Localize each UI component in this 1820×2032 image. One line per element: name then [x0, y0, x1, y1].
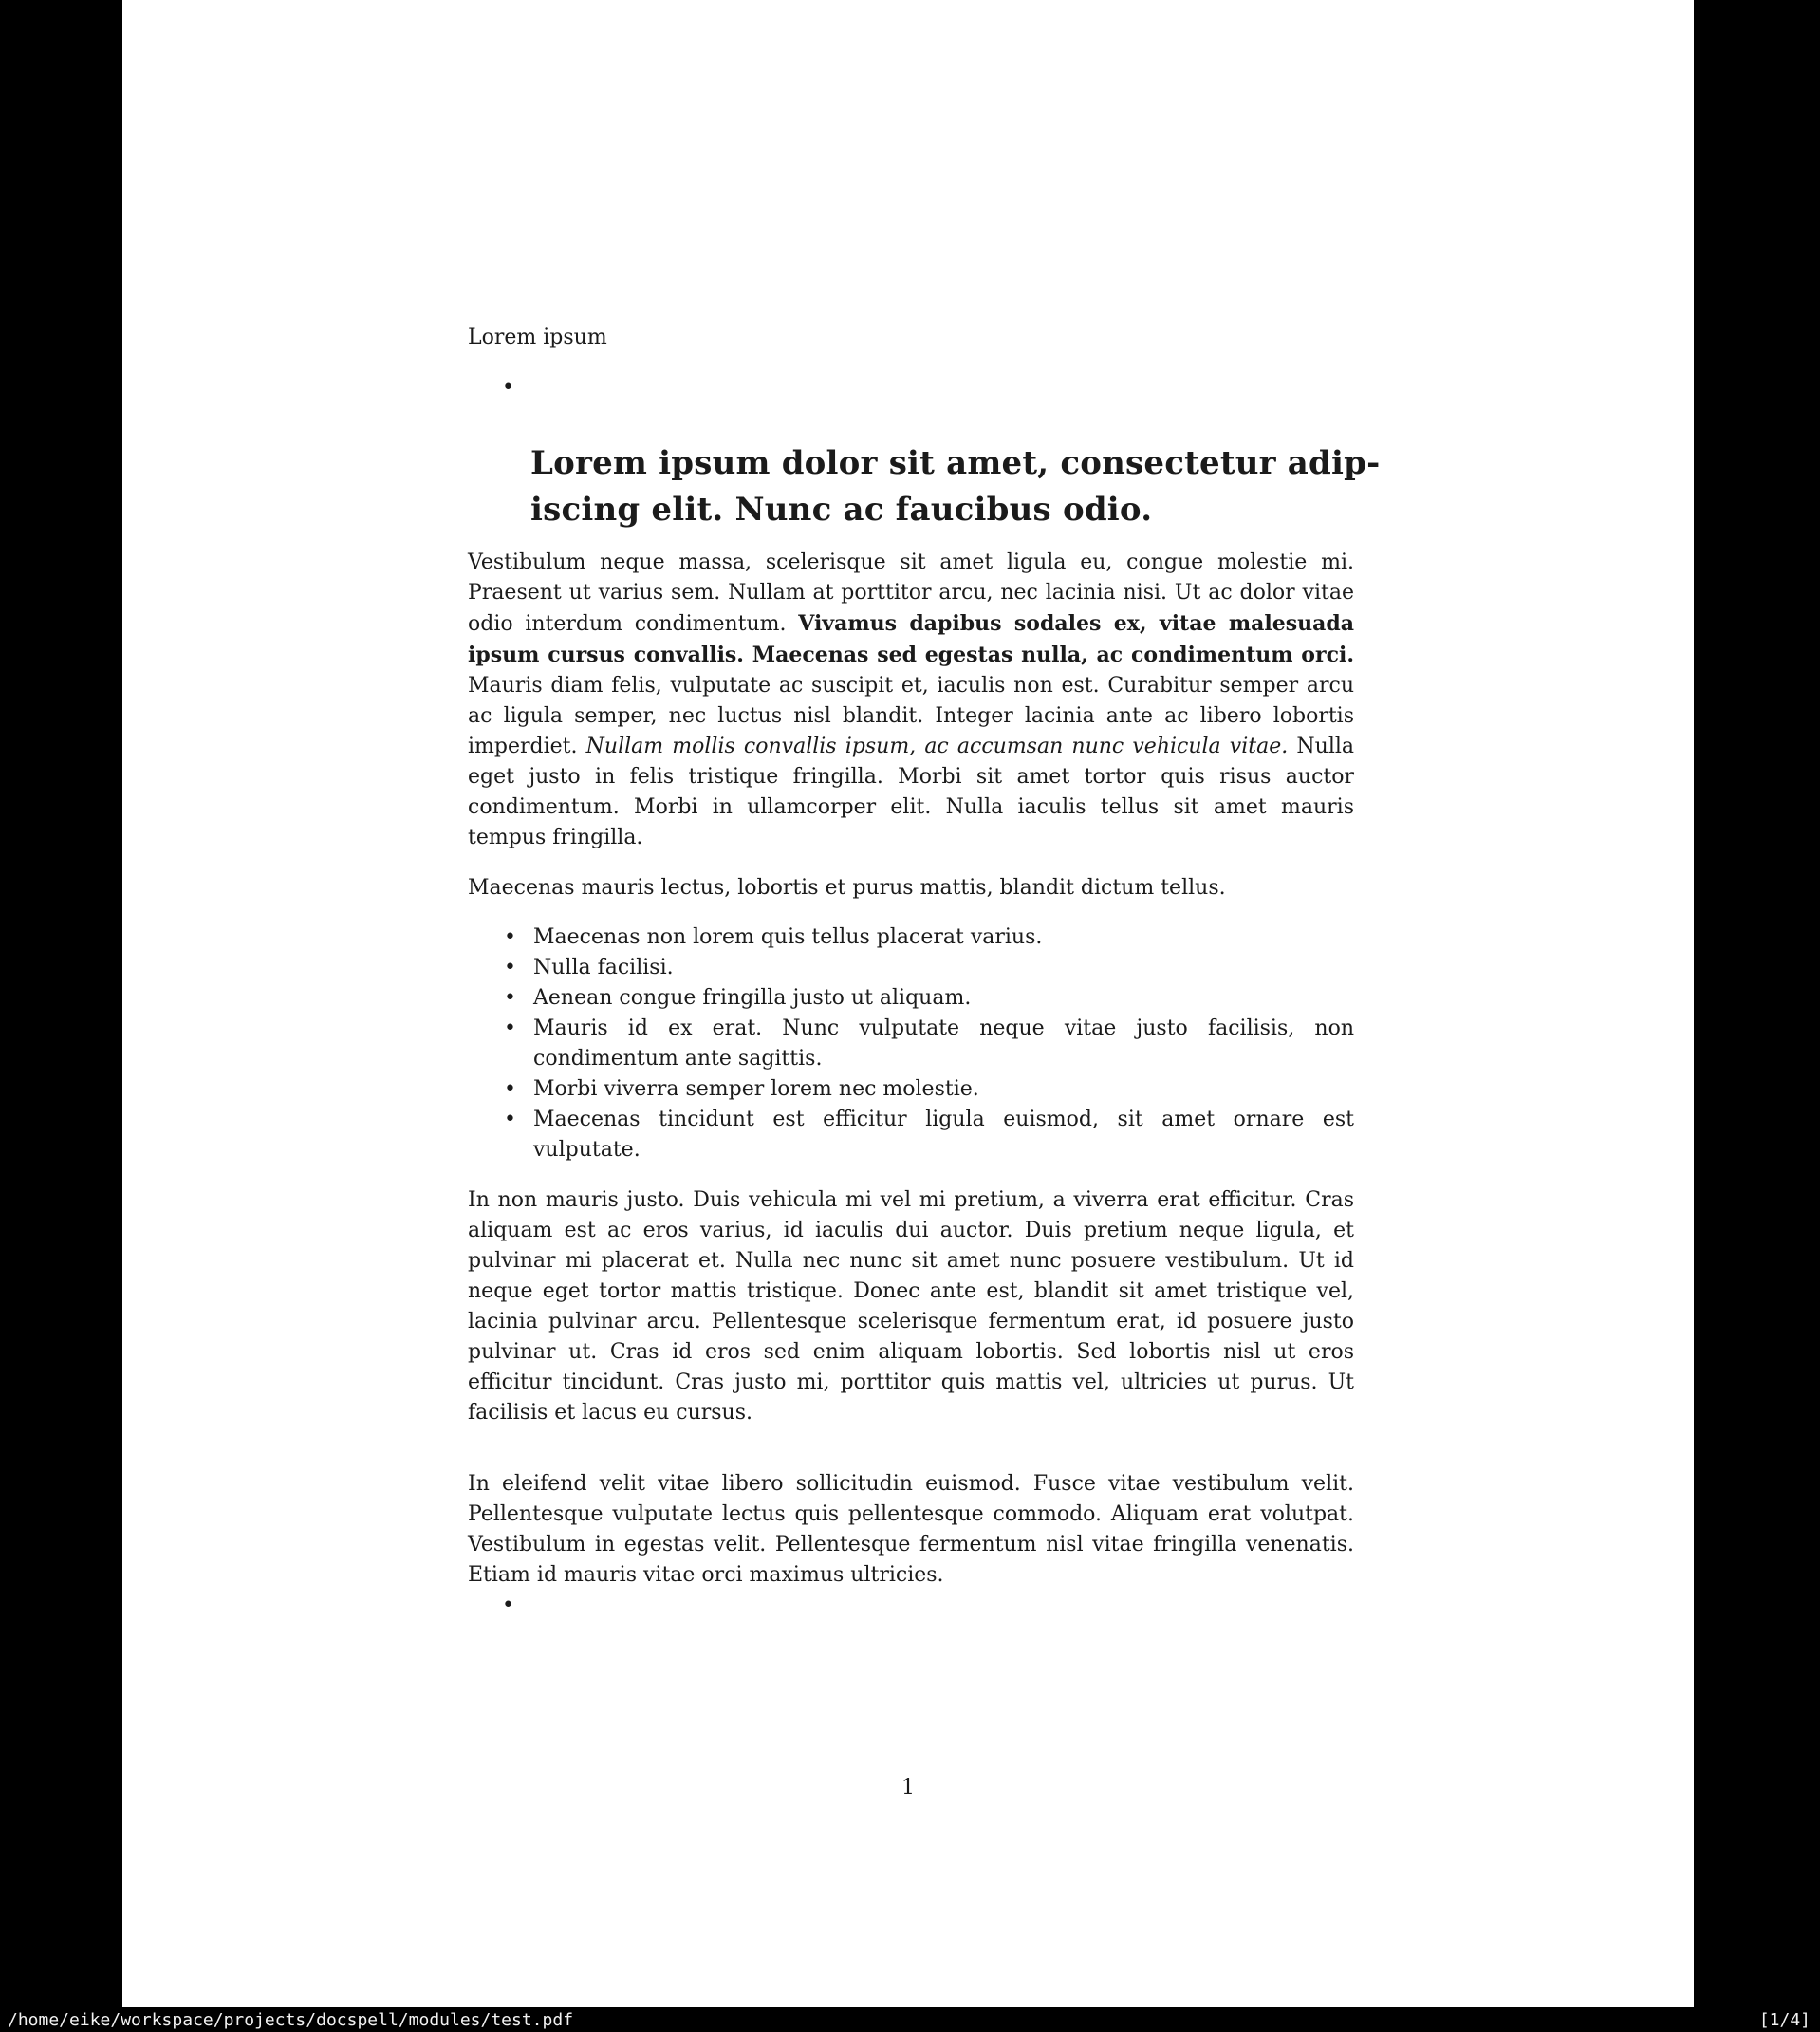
section-heading: [530, 440, 1479, 533]
list-item-text: Mauris id ex erat. Nunc vulputate neque vitae justo facilisis, non condimentum ante sagittis.: [533, 1016, 1354, 1071]
section-heading-line2: iscing elit. Nunc ac faucibus odio.: [530, 491, 1153, 529]
pdf-page[interactable]: [122, 0, 1694, 2007]
bullet-icon: •: [504, 956, 516, 979]
status-bar: [0, 2007, 1820, 2032]
list-item: [468, 953, 1354, 983]
bullet-icon: •: [504, 925, 516, 949]
bullet-icon: •: [502, 1594, 514, 1617]
paragraph-1-bold: Vivamus dapibus sodales ex, vitae malesuada ipsum cursus convallis. Maecenas sed egestas nulla, ac condimentum orci.: [468, 611, 1355, 667]
status-page-indicator: [1/4]: [1758, 2009, 1811, 2030]
bullet-icon: •: [504, 1108, 516, 1131]
section-heading-line1: Lorem ipsum dolor sit amet, consectetur adip-: [530, 444, 1381, 482]
list-item-text: Maecenas tincidunt est efficitur ligula euismod, sit amet ornare est vulputate.: [533, 1108, 1354, 1162]
list-item: [468, 1014, 1354, 1074]
page-number: 1: [901, 1776, 915, 1799]
paragraph-1-text-b: Mauris diam felis, vulputate ac suscipit et, iaculis non est. Curabitur semper arcu ac ligula semper, nec luctus nisl blandit. Integer lacinia ante ac libero lobortis imperdiet.: [468, 674, 1354, 758]
status-filepath: /home/eike/workspace/projects/docspell/modules/test.pdf: [8, 2009, 574, 2030]
bullet-icon: •: [504, 1077, 516, 1101]
paragraph-3: In non mauris justo. Duis vehicula mi vel mi pretium, a viverra erat efficitur. Cras aliquam est ac eros varius, id iaculis dui auctor. Duis pretium neque ligula, et pulvinar mi placerat et. Nulla nec nunc sit amet nunc posuere vestibulum. Ut id neque eget tortor mattis tristique. Donec ante est, blandit sit amet tristique vel, lacinia pulvinar arcu. Pellentesque scelerisque fermentum erat, id posuere justo pulvinar ut. Cras id eros sed enim aliquam lobortis. Sed lobortis nisl ut eros efficitur tincidunt. Cras justo mi, porttitor quis mattis vel, ultricies ut purus. Ut facilisis et lacus eu cursus.: [468, 1188, 1354, 1425]
paragraph-1-text-a: Vestibulum neque massa, scelerisque sit amet ligula eu, congue molestie mi. Praesent ut varius sem. Nullam at porttitor arcu, nec lacinia nisi. Ut ac dolor vitae odio interdum condimentum.: [468, 550, 1354, 636]
list-item: [468, 983, 1354, 1014]
list-item-text: Maecenas non lorem quis tellus placerat varius.: [533, 925, 1043, 949]
list-item: [468, 1074, 1354, 1105]
list-item: [468, 923, 1354, 953]
list-item-text: Aenean congue fringilla justo ut aliquam.: [533, 986, 972, 1010]
bullet-icon: •: [504, 1016, 516, 1040]
bullet-icon: •: [502, 376, 514, 400]
list-item-text: Nulla facilisi.: [533, 956, 674, 979]
paragraph-4: In eleifend velit vitae libero sollicitudin euismod. Fusce vitae vestibulum velit. Pellentesque vulputate lectus quis pellentesque commodo. Aliquam erat volutpat. Vestibulum in egestas velit. Pellentesque fermentum nisl vitae fringilla venenatis. Etiam id mauris vitae orci maximus ultricies.: [468, 1472, 1354, 1587]
paragraph-2: Maecenas mauris lectus, lobortis et purus mattis, blandit dictum tellus.: [468, 876, 1226, 900]
paragraph-1-text-c: Nulla eget justo in felis tristique fringilla. Morbi sit amet tortor quis risus auctor condimentum. Morbi in ullamcorper elit. Nulla iaculis tellus sit amet mauris tempus fringilla.: [468, 735, 1355, 849]
bullet-icon: •: [504, 986, 516, 1010]
empty-bullet-item-top: [502, 373, 514, 403]
empty-bullet-item-bottom: [502, 1591, 514, 1621]
list-item: [468, 1105, 1354, 1165]
intro-label: Lorem ipsum: [468, 326, 607, 349]
paragraph-1-italic: Nullam mollis convallis ipsum, ac accumsan nunc vehicula vitae.: [585, 735, 1289, 758]
list-item-text: Morbi viverra semper lorem nec molestie.: [533, 1077, 979, 1101]
bullet-list: [468, 923, 1354, 1165]
paragraph-1: [468, 548, 1354, 853]
